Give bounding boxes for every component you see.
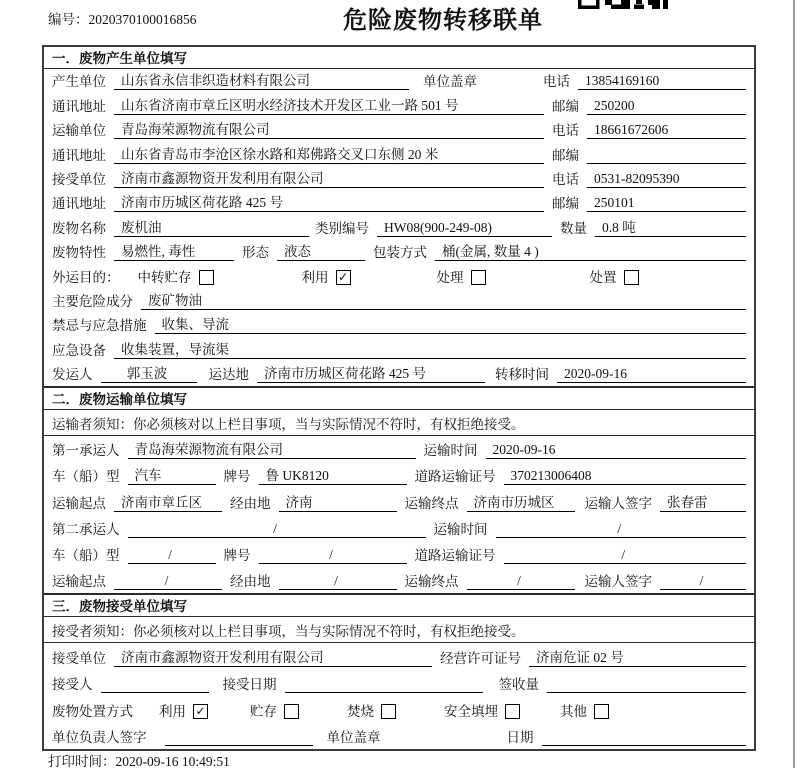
row-route1: [44, 488, 754, 514]
road-permit2-value: /: [504, 547, 747, 564]
unit-seal-label: 单位盖章: [423, 74, 477, 90]
received-amount-value: [547, 692, 746, 693]
route2-via-value: /: [279, 573, 397, 590]
transport-postcode-label: 邮编: [552, 147, 579, 163]
quantity-value: 0.8 吨: [595, 216, 746, 237]
accept-date-label: 接受日期: [222, 677, 277, 693]
purpose-dispose-label: 处置: [589, 269, 617, 285]
row-transport-address: [44, 142, 754, 166]
purpose-treat-checkbox-icon: [471, 270, 486, 285]
receiver-unit-value: 济南市鑫源物资开发利用有限公司: [114, 167, 544, 188]
purpose-storage-label: 中转贮存: [137, 269, 192, 285]
waste-name-label: 废物名称: [52, 220, 106, 236]
serial-label: 编号：: [48, 12, 89, 27]
section-transporter-header: 二．废物运输单位填写: [44, 388, 754, 410]
disposal-option-utilize: [159, 700, 208, 720]
vehicle-type2-value: /: [128, 547, 216, 564]
purpose-treat-label: 处理: [436, 269, 464, 285]
road-permit1-value: 370213006408: [504, 468, 747, 485]
disposal-store-label: 贮存: [250, 703, 277, 719]
receiver-phone-value: 0531-82095390: [587, 171, 746, 188]
producer-address-label: 通讯地址: [52, 98, 106, 114]
waste-name-value: 废机油: [114, 216, 309, 237]
row-waste-property: [44, 240, 754, 264]
second-carrier-value: /: [128, 521, 426, 538]
disposal-other-label: 其他: [560, 703, 587, 719]
print-time-value: 2020-09-16 10:49:51: [115, 754, 230, 769]
route1-end-label: 运输终点: [404, 495, 459, 511]
license-number-label: 经营许可证号: [440, 650, 521, 666]
section-producer-header: 一．废物产生单位填写: [44, 47, 754, 69]
received-amount-label: 签收量: [498, 677, 539, 693]
route2-end-label: 运输终点: [404, 574, 459, 590]
row-first-carrier: [44, 436, 754, 462]
consignor-value: 郭玉波: [101, 362, 197, 383]
row-second-carrier: [44, 515, 754, 541]
waste-property-label: 废物特性: [52, 245, 106, 261]
quantity-label: 数量: [560, 220, 587, 236]
disposal-incinerate-label: 焚烧: [347, 703, 374, 719]
purpose-option-treat: [437, 266, 486, 286]
producer-unit-value: 山东省永信非织造材料有限公司: [114, 69, 409, 90]
first-carrier-label: 第一承运人: [52, 443, 120, 459]
disposal-store-checkbox-icon: [284, 704, 299, 719]
route2-origin-value: /: [114, 573, 222, 590]
disposal-incinerate-checkbox-icon: [381, 704, 396, 719]
row-vehicle-type2: [44, 541, 754, 567]
transport-postcode-value: [587, 163, 746, 164]
disposal-option-store: [250, 700, 299, 720]
route1-end-value: 济南市历城区: [467, 491, 575, 512]
manifest-form: [42, 45, 756, 751]
category-code-value: HW08(900-249-08): [377, 220, 552, 237]
responsible-signature-value: [165, 745, 313, 746]
plate-number1-value: 鲁 UK8120: [259, 464, 407, 485]
transport-time1-label: 运输时间: [423, 443, 478, 459]
receiver-postcode-label: 邮编: [552, 196, 579, 212]
route1-origin-value: 济南市章丘区: [114, 491, 222, 512]
transfer-date-label: 转移时间: [495, 367, 549, 383]
accept-unit-value: 济南市鑫源物资开发利用有限公司: [114, 646, 432, 667]
receiver-address-label: 通讯地址: [52, 196, 106, 212]
route2-via-label: 经由地: [230, 574, 271, 590]
receiver-postcode-value: 250101: [587, 195, 746, 212]
consignor-label: 发运人: [52, 367, 93, 383]
row-route2: [44, 567, 754, 593]
emergency-equipment-value: 收集装置，导流渠: [114, 338, 746, 359]
receiver-notice: 接受者须知：你必须核对以上栏目事项，当与实际情况不符时，有权拒绝接受。: [44, 617, 754, 643]
producer-postcode-label: 邮编: [552, 98, 579, 114]
seal-date-value: [542, 745, 747, 746]
road-permit2-label: 道路运输证号: [414, 548, 496, 564]
transport-address-label: 通讯地址: [52, 147, 106, 163]
disposal-utilize-checkbox-icon: ✓: [193, 704, 208, 719]
carrier1-signature-value: 张春雷: [660, 491, 746, 512]
seal-date-label: 日期: [506, 730, 534, 746]
transport-unit-value: 青岛海荣源物流有限公司: [114, 118, 544, 139]
receiver-phone-label: 电话: [552, 171, 579, 187]
disposal-method-label: 废物处置方式: [52, 703, 133, 719]
disposal-other-checkbox-icon: [594, 704, 609, 719]
carrier2-signature-label: 运输人签字: [584, 574, 652, 590]
producer-phone-value: 13854169160: [578, 73, 746, 90]
destination-value: 济南市历城区荷花路 425 号: [257, 362, 485, 383]
row-receiver-unit: [44, 167, 754, 191]
row-emergency-measures: [44, 313, 754, 337]
row-waste-name: [44, 215, 754, 239]
packaging-value: 桶(金属, 数量 4 ): [435, 240, 746, 261]
receiver-unit-label: 接受单位: [52, 171, 106, 187]
row-accept-person: [44, 670, 754, 697]
receiver-address-value: 济南市历城区荷花路 425 号: [114, 191, 544, 212]
plate-number2-value: /: [259, 547, 407, 564]
second-carrier-label: 第二承运人: [52, 521, 120, 537]
purpose-option-dispose: [590, 266, 639, 286]
producer-phone-label: 电话: [543, 74, 570, 90]
page-title: 危险废物转移联单: [343, 7, 543, 34]
vehicle-type1-value: 汽车: [128, 464, 216, 485]
form-state-label: 形态: [242, 245, 269, 261]
route1-via-label: 经由地: [230, 495, 271, 511]
row-consignor: [44, 362, 754, 386]
purpose-utilize-checkbox-icon: ✓: [336, 270, 351, 285]
purpose-storage-checkbox-icon: [199, 270, 214, 285]
print-time-line: [48, 750, 230, 770]
transfer-date-value: 2020-09-16: [557, 366, 746, 383]
disposal-option-incinerate: [347, 700, 396, 720]
purpose-dispose-checkbox-icon: [624, 270, 639, 285]
transport-phone-label: 电话: [552, 123, 579, 139]
plate-number2-label: 牌号: [223, 548, 251, 564]
carrier1-signature-label: 运输人签字: [584, 495, 652, 511]
purpose-utilize-label: 利用: [301, 269, 329, 285]
row-producer-address: [44, 93, 754, 117]
unit-seal2-label: 单位盖章: [326, 730, 381, 746]
disposal-option-other: [560, 700, 609, 720]
purpose-option-utilize: [302, 266, 351, 286]
disposal-landfill-label: 安全填埋: [444, 703, 498, 719]
purpose-option-storage: [138, 266, 214, 286]
accept-date-value: [285, 692, 483, 693]
route2-origin-label: 运输起点: [52, 574, 106, 590]
row-responsible-signature: [44, 723, 754, 750]
disposal-option-landfill: [444, 700, 520, 720]
route2-end-value: /: [467, 573, 575, 590]
road-permit1-label: 道路运输证号: [414, 469, 496, 485]
row-transfer-purpose: [44, 264, 754, 288]
emergency-measures-label: 禁忌与应急措施: [52, 318, 147, 334]
transport-address-value: 山东省青岛市李沧区徐水路和郑佛路交叉口东侧 20 米: [114, 143, 544, 164]
section-receiver: [44, 593, 754, 749]
section-producer: [44, 47, 754, 386]
waste-property-value: 易燃性, 毒性: [114, 240, 234, 261]
disposal-landfill-checkbox-icon: [505, 704, 520, 719]
first-carrier-value: 青岛海荣源物流有限公司: [128, 438, 416, 459]
hazard-component-value: 废矿物油: [141, 289, 746, 310]
responsible-signature-label: 单位负责人签字: [52, 730, 147, 746]
emergency-equipment-label: 应急设备: [52, 342, 106, 358]
vehicle-type1-label: 车（船）型: [52, 469, 120, 485]
document-header: [0, 0, 796, 45]
route1-origin-label: 运输起点: [52, 495, 106, 511]
hazard-component-label: 主要危险成分: [52, 293, 133, 309]
accept-person-label: 接受人: [52, 677, 93, 693]
row-receiver-address: [44, 191, 754, 215]
page-right-edge: [793, 0, 795, 768]
transfer-purpose-label: 外运目的：: [52, 269, 120, 285]
category-code-label: 类别编号: [315, 220, 369, 236]
row-vehicle-type1: [44, 462, 754, 488]
accept-unit-label: 接受单位: [52, 650, 106, 666]
license-number-value: 济南危证 02 号: [529, 646, 746, 667]
form-state-value: 液态: [277, 240, 365, 261]
section-transporter: [44, 386, 754, 593]
producer-postcode-value: 250200: [587, 98, 746, 115]
route1-via-value: 济南: [279, 491, 397, 512]
transport-phone-value: 18661672606: [587, 122, 746, 139]
vehicle-type2-label: 车（船）型: [52, 548, 120, 564]
transport-unit-label: 运输单位: [52, 123, 106, 139]
row-accept-unit: [44, 643, 754, 670]
disposal-utilize-label: 利用: [159, 703, 186, 719]
transport-time2-label: 运输时间: [433, 521, 488, 537]
qr-code-fragment-icon: [578, 0, 668, 9]
accept-person-value: [101, 692, 209, 693]
section-receiver-header: 三．废物接受单位填写: [44, 595, 754, 617]
serial-number: 2020370100016856: [88, 12, 197, 27]
emergency-measures-value: 收集、导流: [155, 313, 747, 334]
row-emergency-equipment: [44, 337, 754, 361]
print-time-label: 打印时间：: [48, 754, 116, 769]
packaging-label: 包装方式: [373, 245, 427, 261]
row-hazard-component: [44, 289, 754, 313]
producer-address-value: 山东省济南市章丘区明水经济技术开发区工业一路 501 号: [114, 94, 544, 115]
row-transport-unit: [44, 118, 754, 142]
carrier2-signature-value: /: [660, 573, 746, 590]
row-disposal-method: [44, 696, 754, 723]
row-producer-unit: [44, 69, 754, 93]
transport-time2-value: /: [496, 521, 747, 538]
plate-number1-label: 牌号: [223, 469, 251, 485]
transport-time1-value: 2020-09-16: [486, 442, 747, 459]
destination-label: 运达地: [208, 367, 249, 383]
producer-unit-label: 产生单位: [52, 74, 106, 90]
transporter-notice: 运输者须知：你必须核对以上栏目事项，当与实际情况不符时，有权拒绝接受。: [44, 410, 754, 436]
